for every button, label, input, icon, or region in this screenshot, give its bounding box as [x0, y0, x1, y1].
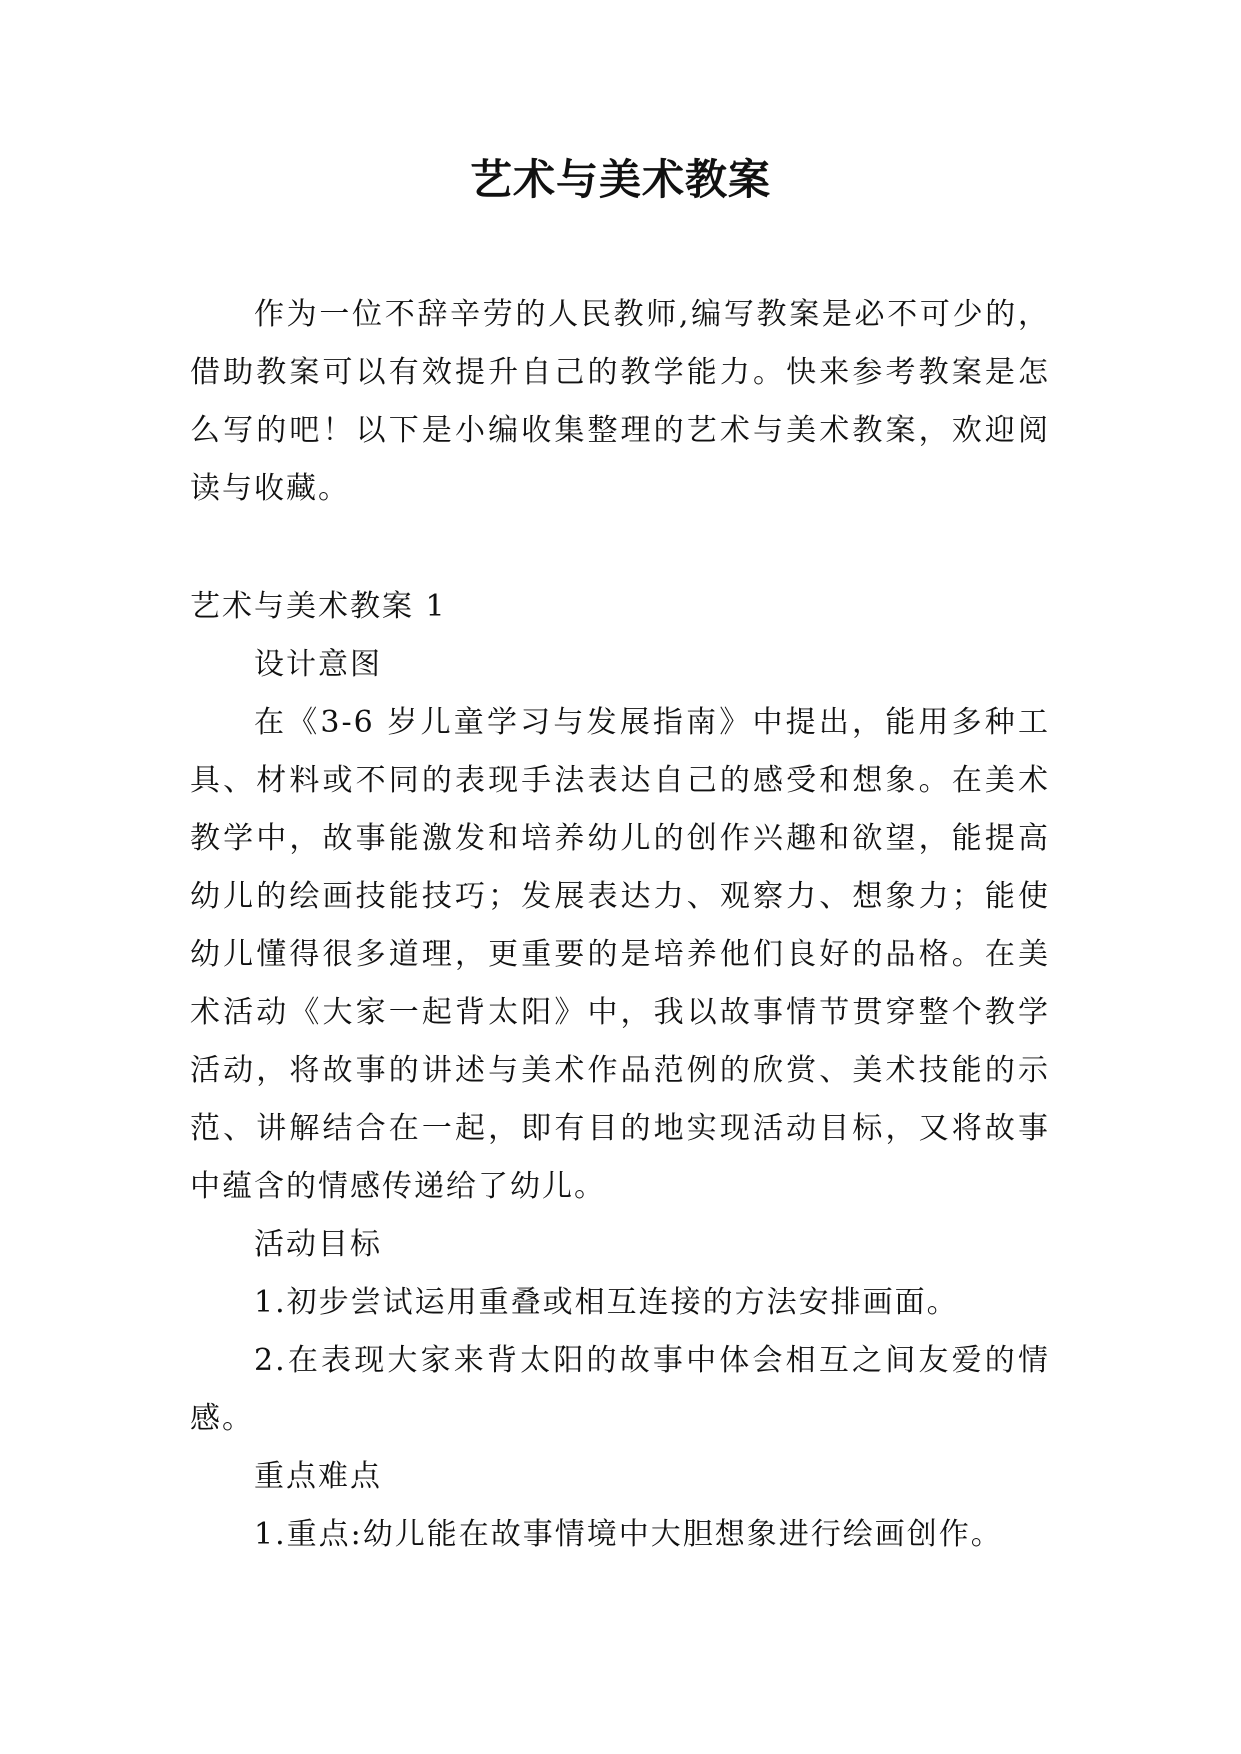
intro-paragraph: 作为一位不辞辛劳的人民教师,编写教案是必不可少的，借助教案可以有效提升自己的教学能力。快来参考教案是怎么写的吧！以下是小编收集整理的艺术与美术教案，欢迎阅读与收藏。: [190, 297, 1050, 506]
design-paragraph: 在《3-6 岁儿童学习与发展指南》中提出，能用多种工具、材料或不同的表现手法表达自己的感受和想象。在美术教学中，故事能激发和培养幼儿的创作兴趣和欲望，能提高幼儿的绘画技能技巧；发展表达力、观察力、想象力；能使幼儿懂得很多道理，更重要的是培养他们良好的品格。在美术活动《大家一起背太阳》中，我以故事情节贯穿整个教学活动，将故事的讲述与美术作品范例的欣赏、美术技能的示范、讲解结合在一起，即有目的地实现活动目标，又将故事中蕴含的情感传递给了幼儿。: [190, 705, 1050, 1204]
goal-item-2: 2.在表现大家来背太阳的故事中体会相互之间友爱的情感。: [190, 1343, 1050, 1436]
key-points-heading: 重点难点: [254, 1459, 382, 1494]
section-block: [190, 578, 1050, 1564]
section-title: 艺术与美术教案 1: [190, 589, 447, 624]
design-heading: 设计意图: [254, 647, 382, 682]
goal-item-1: 1.初步尝试运用重叠或相互连接的方法安排画面。: [254, 1285, 959, 1320]
intro-block: [190, 286, 1050, 518]
document-title: 艺术与美术教案: [469, 155, 771, 204]
goals-heading: 活动目标: [254, 1227, 382, 1262]
key-point-1: 1.重点:幼儿能在故事情境中大胆想象进行绘画创作。: [254, 1517, 1003, 1552]
